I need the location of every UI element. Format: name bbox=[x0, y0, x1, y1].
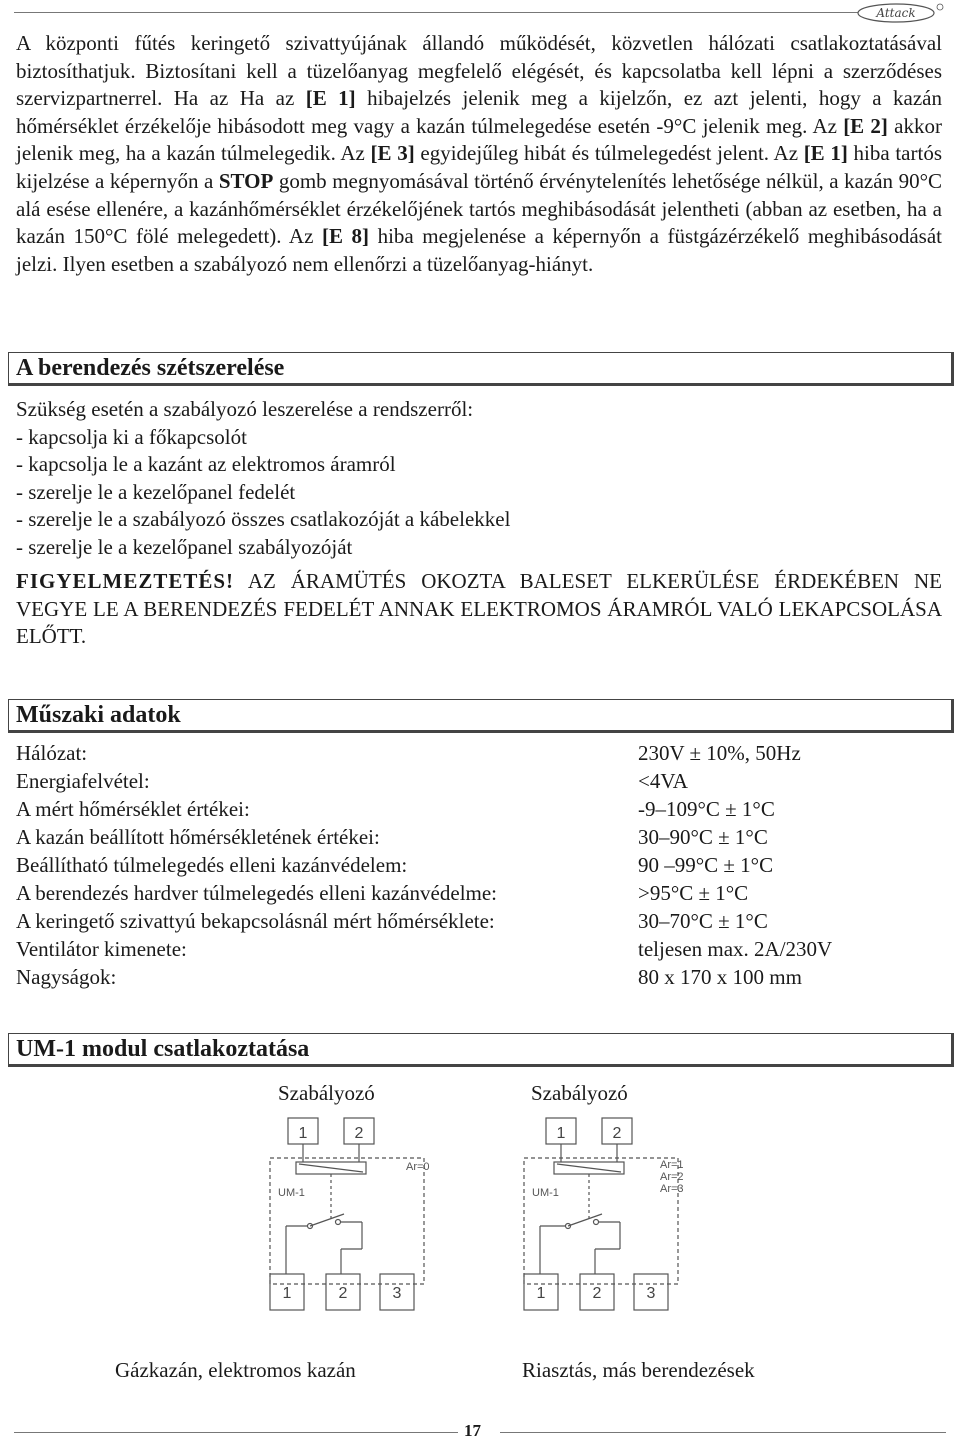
table-row bbox=[16, 853, 942, 881]
spec-value: 90 –99°C ± 1°C bbox=[638, 853, 774, 877]
intro-bold-segment: STOP bbox=[218, 168, 274, 193]
table-row bbox=[16, 769, 942, 797]
svg-text:UM-1: UM-1 bbox=[278, 1187, 305, 1199]
intro-text-segment: hibajelzés jelenik meg a kijelzőn, ez azt jelenti, hogy a kazán hőmérséklet érzékelője hibásodott meg vagy a kazán túlmelegedése esetén -9°C jelenik meg. Az bbox=[16, 86, 942, 138]
intro-text-segment: gomb megnyomásával történő érvénytelenítés lehetősége nélkül, a kazán 90°C alá esése ellenére, a kazánhőmérséklet érzékelőjének tartós meghibásodását jelentheti (abban az esetben, ha a kazán 150°C fölé melegedett). Az bbox=[16, 168, 942, 249]
intro-text-segment: hiba tartós kijelzése a képernyőn a bbox=[16, 141, 943, 193]
svg-text:1: 1 bbox=[536, 1285, 546, 1302]
header-rule bbox=[14, 12, 860, 13]
footer-rule-right bbox=[500, 1432, 946, 1433]
svg-text:1: 1 bbox=[556, 1125, 566, 1142]
intro-bold-segment: [E 1] bbox=[305, 86, 356, 111]
svg-text:2: 2 bbox=[612, 1125, 622, 1142]
spec-value: 30–90°C ± 1°C bbox=[638, 825, 768, 849]
left-diagram-top-label: Szabályozó bbox=[278, 1081, 375, 1105]
warning-text: AZ ÁRAMÜTÉS OKOZTA BALESET ELKERÜLÉSE ÉRDEKÉBEN NE VEGYE LE A BERENDEZÉS FEDELÉT ANNAK ELEKTROMOS ÁRAMRÓL VALÓ LEKAPCSOLÁSA ELŐTT. bbox=[16, 569, 942, 649]
list-item: Szükség esetén a szabályozó leszerelése a rendszerről: bbox=[16, 397, 474, 421]
spec-value: 80 x 170 x 100 mm bbox=[638, 965, 802, 989]
intro-bold-segment: [E 1] bbox=[803, 141, 848, 166]
left-output-terminals bbox=[266, 1270, 436, 1316]
page-number: 17 bbox=[464, 1421, 481, 1440]
svg-text:3: 3 bbox=[392, 1285, 402, 1302]
svg-text:2: 2 bbox=[338, 1285, 348, 1302]
spec-label: Ventilátor kimenete: bbox=[16, 937, 187, 961]
spec-label: Beállítható túlmelegedés elleni kazánvédelem: bbox=[16, 853, 408, 877]
disassembly-steps bbox=[16, 396, 510, 562]
intro-bold-segment: [E 2] bbox=[843, 113, 888, 138]
right-diagram-caption: Riasztás, más berendezések bbox=[522, 1358, 755, 1382]
svg-text:1: 1 bbox=[282, 1285, 292, 1302]
spec-label: A mért hőmérséklet értékei: bbox=[16, 797, 250, 821]
spec-value: <4VA bbox=[638, 769, 688, 793]
warning-label: FIGYELMEZTETÉS! bbox=[16, 569, 235, 593]
spec-value: 230V ± 10%, 50Hz bbox=[638, 741, 801, 765]
list-item: - kapcsolja ki a főkapcsolót bbox=[16, 424, 247, 449]
intro-bold-segment: [E 3] bbox=[370, 141, 415, 166]
spec-value: teljesen max. 2A/230V bbox=[638, 937, 833, 961]
list-item: - szerelje le a szabályozó összes csatlakozóját a kábelekkel bbox=[16, 507, 511, 532]
intro-text-segment: akkor jelenik meg, ha a kazán túlmelegedik. Az bbox=[16, 113, 942, 166]
right-diagram-top-label: Szabályozó bbox=[531, 1081, 628, 1105]
table-row bbox=[16, 797, 942, 825]
left-diagram-caption: Gázkazán, elektromos kazán bbox=[115, 1358, 356, 1382]
section-title-disassembly: A berendezés szétszerelése bbox=[16, 355, 285, 381]
svg-text:2: 2 bbox=[592, 1285, 602, 1302]
table-row bbox=[16, 937, 942, 965]
warning-paragraph bbox=[16, 568, 942, 651]
svg-text:3: 3 bbox=[646, 1285, 656, 1302]
list-item: - kapcsolja le a kazánt az elektromos áramról bbox=[16, 452, 396, 477]
spec-value: 30–70°C ± 1°C bbox=[638, 909, 768, 933]
svg-text:Ar=0: Ar=0 bbox=[406, 1161, 430, 1173]
svg-text:Ar=3: Ar=3 bbox=[660, 1183, 684, 1195]
svg-text:Attack: Attack bbox=[876, 6, 916, 20]
section-title-um1: UM-1 modul csatlakoztatása bbox=[16, 1036, 310, 1062]
table-row bbox=[16, 741, 942, 769]
table-row bbox=[16, 909, 942, 937]
spec-label: Nagyságok: bbox=[16, 965, 117, 989]
list-item: - szerelje le a kezelőpanel fedelét bbox=[16, 479, 296, 504]
list-item: - szerelje le a kezelőpanel szabályozóját bbox=[16, 534, 353, 559]
svg-text:2: 2 bbox=[354, 1125, 364, 1142]
table-row bbox=[16, 825, 942, 853]
module-outline bbox=[524, 1158, 678, 1284]
footer-rule-left bbox=[14, 1432, 458, 1433]
intro-bold-segment: [E 8] bbox=[321, 224, 370, 249]
spec-value: -9–109°C ± 1°C bbox=[638, 797, 775, 821]
intro-text-segment: hiba megjelenése a képernyőn a füstgázérzékelő meghibásodását jelzi. Ilyen esetben a szabályozó nem ellenőrzi a tüzelőanyag-hiányt. bbox=[16, 224, 942, 276]
module-outline bbox=[270, 1158, 424, 1284]
intro-text-segment: egyidejűleg hibát és túlmelegedést jelent. Az bbox=[414, 141, 804, 166]
spec-value: >95°C ± 1°C bbox=[638, 881, 749, 905]
spec-label: A kazán beállított hőmérsékletének értékei: bbox=[16, 825, 380, 849]
spec-label: Energiafelvétel: bbox=[16, 769, 150, 793]
svg-text:Ar=2: Ar=2 bbox=[660, 1171, 684, 1183]
intro-paragraph bbox=[16, 30, 942, 278]
spec-label: A keringető szivattyú bekapcsolásnál mért hőmérséklete: bbox=[16, 909, 495, 933]
svg-text:Ar=1: Ar=1 bbox=[660, 1159, 684, 1171]
section-title-specs: Műszaki adatok bbox=[16, 702, 181, 728]
spec-label: Hálózat: bbox=[16, 741, 88, 765]
svg-text:1: 1 bbox=[298, 1125, 308, 1142]
intro-text-segment: A központi fűtés keringető szivattyújának állandó működését, közvetlen hálózati csatlakoztatásával biztosíthatjuk. Biztosítani kell a tüzelőanyag megfelelő elégését, és kapcsolatba kell lépni a szerződéses szervizpartnerrel. Ha az Ha az bbox=[16, 31, 942, 111]
right-output-terminals bbox=[520, 1270, 690, 1316]
svg-text:UM-1: UM-1 bbox=[532, 1187, 559, 1199]
table-row bbox=[16, 965, 942, 993]
table-row bbox=[16, 881, 942, 909]
attack-logo bbox=[856, 2, 948, 24]
spec-label: A berendezés hardver túlmelegedés elleni kazánvédelme: bbox=[16, 881, 498, 905]
